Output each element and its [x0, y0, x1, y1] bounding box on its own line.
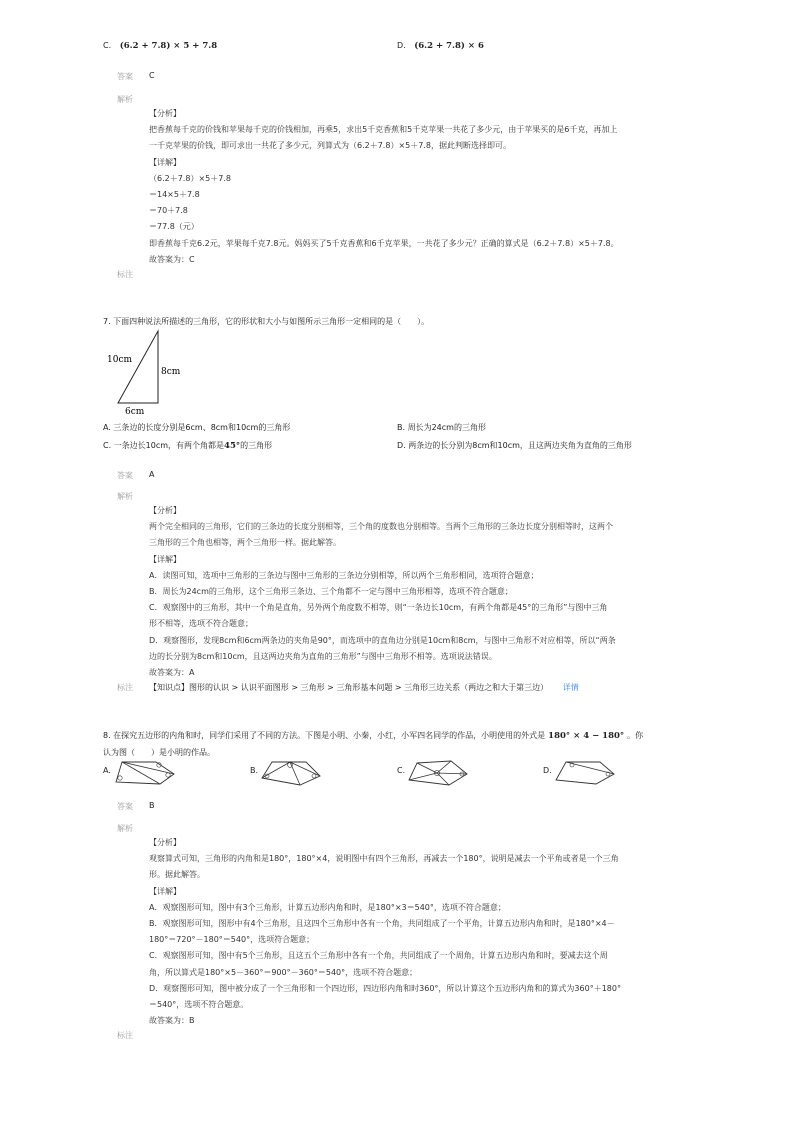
analysis-line: 一千克苹果的价钱，即可求出一共花了多少元，列算式为（6.2＋7.8）×5＋7.8，据此判断选择即可。 [149, 141, 511, 151]
analysis-line: 观察算式可知，三角形的内角和是180°，180°×4，说明图中有四个三角形，再减去一个180°，说明是减去一个平角或者是一个三角 [149, 854, 619, 864]
right-triangle [118, 331, 158, 403]
analysis-line: C．观察图中的三角形，其中一个角是直角，另外两个角度数不相等，则“一条边长10cm，有两个角都是45°的三角形”与图中三角 [149, 603, 608, 613]
analysis-line: A．观察图形可知，图中有3个三角形，计算五边形内角和时，是180°×3＝540°，选项不符合题意； [149, 902, 506, 912]
q8-option-c-label: C. [397, 766, 406, 775]
q6-option-d [397, 41, 484, 51]
analysis-line: 故答案为：C [149, 254, 195, 264]
q8-stem-line-1 [103, 730, 643, 741]
option-text-tail: 的三角形 [240, 441, 273, 450]
analysis-line: 【详解】 [149, 554, 181, 564]
q8-option-a-figure [112, 758, 182, 788]
q7-triangle-figure [103, 328, 193, 418]
analysis-line: 故答案为：A [149, 668, 195, 678]
height-label: 8cm [161, 367, 181, 377]
q6-answer-label: 答案 [117, 72, 133, 81]
stem-text: 8. 在探究五边形的内角和时，同学们采用了不同的方法。下图是小明、小秦，小红，小军四名同学的作品，小明使用的外式是 [103, 731, 546, 740]
q7-note-label: 标注 [117, 683, 133, 692]
analysis-line: 故答案为：B [149, 1016, 195, 1026]
analysis-line: 两个完全相同的三角形，它们的三条边的长度分别相等，三个角的度数也分别相等。当两个三角形的三条边长度分别相等时，这两个 [149, 522, 613, 532]
q7-stem: 7. 下面四种说法所描述的三角形，它的形状和大小与如图所示三角形一定相同的是（ ）。 [103, 317, 430, 326]
stem-math: 180° × 4 − 180° [548, 731, 625, 741]
knowledge-text: 【知识点】图形的认识 > 认识平面图形 > 三角形 > 三角形基本问题 > 三角形三边关系（两边之和大于第三边） [149, 683, 549, 692]
analysis-line: 180°＝720°－180°＝540°，选项符合题意； [149, 935, 315, 945]
q8-option-b-label: B. [250, 766, 259, 775]
q8-answer-label: 答案 [117, 802, 133, 811]
analysis-line: 【详解】 [149, 157, 181, 167]
q8-stem-line-2: 认为图（ ）是小明的作品。 [103, 748, 215, 757]
q8-analysis [149, 835, 689, 1029]
option-letter: D. [397, 41, 406, 50]
analysis-line: 形。据此解答。 [149, 870, 205, 880]
analysis-line: 边的长分别为8cm和10cm，且这两边夹角为直角的三角形”与图中三角形不相等。选项说法错误。 [149, 651, 497, 661]
analysis-line: 角，所以算式是180°×5－360°＝900°－360°＝540°，选项不符合题意； [149, 967, 418, 977]
q7-answer-value: A [149, 470, 155, 479]
q7-answer-label: 答案 [117, 471, 133, 480]
analysis-line: B．观察图形可知，图形中有4个三角形，且这四个三角形中各有一个角，共同组成了一个平角，计算五边形内角和时，是180°×4－ [149, 919, 615, 929]
analysis-line: 三角形的三个角也相等，两个三角形一样。据此解答。 [149, 538, 341, 548]
q6-analysis [149, 106, 689, 268]
angle-math: 45° [224, 441, 241, 451]
analysis-line: 【分析】 [149, 109, 181, 118]
analysis-line: ＝540°，选项不符合题意。 [149, 1000, 249, 1010]
q8-option-b-figure [258, 758, 328, 788]
analysis-line: B．周长为24cm的三角形，这个三角形三条边、三个角都不一定与图中三角形相等，选项不符合题意； [149, 587, 513, 597]
q6-option-c [103, 41, 217, 51]
q7-option-b: B. 周长为24cm的三角形 [397, 423, 486, 432]
analysis-line: ＝70＋7.8 [149, 206, 188, 216]
q7-analysis [149, 503, 689, 681]
analysis-line: C．观察图形可知，图中有5个三角形，且这五个三角形中各有一个角，共同组成了一个周角，计算五边形内角和时，要减去这个周 [149, 951, 608, 961]
stem-tail: 。你 [627, 731, 644, 740]
q7-analysis-label: 解析 [117, 492, 133, 501]
analysis-line: ＝14×5＋7.8 [149, 190, 200, 200]
q7-option-c [103, 440, 272, 451]
q8-answer-value: B [149, 801, 155, 810]
q8-analysis-label: 解析 [117, 824, 133, 833]
analysis-line: 【详解】 [149, 886, 181, 896]
knowledge-detail-link[interactable]: 详情 [562, 683, 579, 692]
q8-option-c-figure [405, 758, 475, 788]
base-label: 6cm [125, 407, 145, 417]
analysis-line: A．读图可知，选项中三角形的三条边与图中三角形的三条边分别相等，所以两个三角形相同，选项符合题意； [149, 570, 539, 580]
analysis-line: 形不相等，选项不符合题意； [149, 619, 253, 629]
analysis-line: ＝77.8（元） [149, 222, 199, 232]
analysis-line: D．观察图形，发现8cm和6cm两条边的夹角是90°，而选项中的直角边分别是10cm和8cm，与图中三角形不对应相等，所以“两条 [149, 635, 616, 645]
hyp-label: 10cm [107, 355, 133, 365]
analysis-line: （6.2＋7.8）×5＋7.8 [149, 173, 231, 183]
option-text: C. 一条边长10cm，有两个角都是 [103, 441, 225, 450]
q7-option-d: D. 两条边的长分别为8cm和10cm，且这两边夹角为直角的三角形 [397, 441, 632, 450]
q8-note-label: 标注 [117, 1031, 133, 1040]
analysis-line: 【分析】 [149, 506, 181, 515]
q6-analysis-label: 解析 [117, 95, 133, 104]
analysis-line: D．观察图形可知，图中被分成了一个三角形和一个四边形，四边形内角和时360°，所以计算这个五边形内角和的算式为360°＋180° [149, 983, 621, 993]
q8-option-d-label: D. [543, 766, 552, 775]
option-letter: C. [103, 41, 112, 50]
q8-option-d-figure [552, 758, 622, 788]
q8-option-a-label: A. [103, 766, 111, 775]
analysis-line: 把香蕉每千克的价钱和苹果每千克的价钱相加，再乘5，求出5千克香蕉和5千克苹果一共花了多少元，由于苹果买的是6千克，再加上 [149, 125, 618, 135]
q6-answer-value: C [149, 71, 155, 80]
q7-option-a: A. 三条边的长度分别是6cm、8cm和10cm的三角形 [103, 423, 291, 432]
analysis-line: 【分析】 [149, 838, 181, 847]
q7-knowledge-point [149, 682, 579, 693]
q6-option-d-expr: (6.2 + 7.8) × 6 [414, 41, 484, 51]
analysis-line: 即香蕉每千克6.2元，苹果每千克7.8元。妈妈买了5千克香蕉和6千克苹果，一共花了多少元？正确的算式是（6.2＋7.8）×5＋7.8。 [149, 238, 619, 248]
q6-option-c-expr: (6.2 + 7.8) × 5 + 7.8 [119, 41, 218, 51]
q6-note-label: 标注 [117, 270, 133, 279]
